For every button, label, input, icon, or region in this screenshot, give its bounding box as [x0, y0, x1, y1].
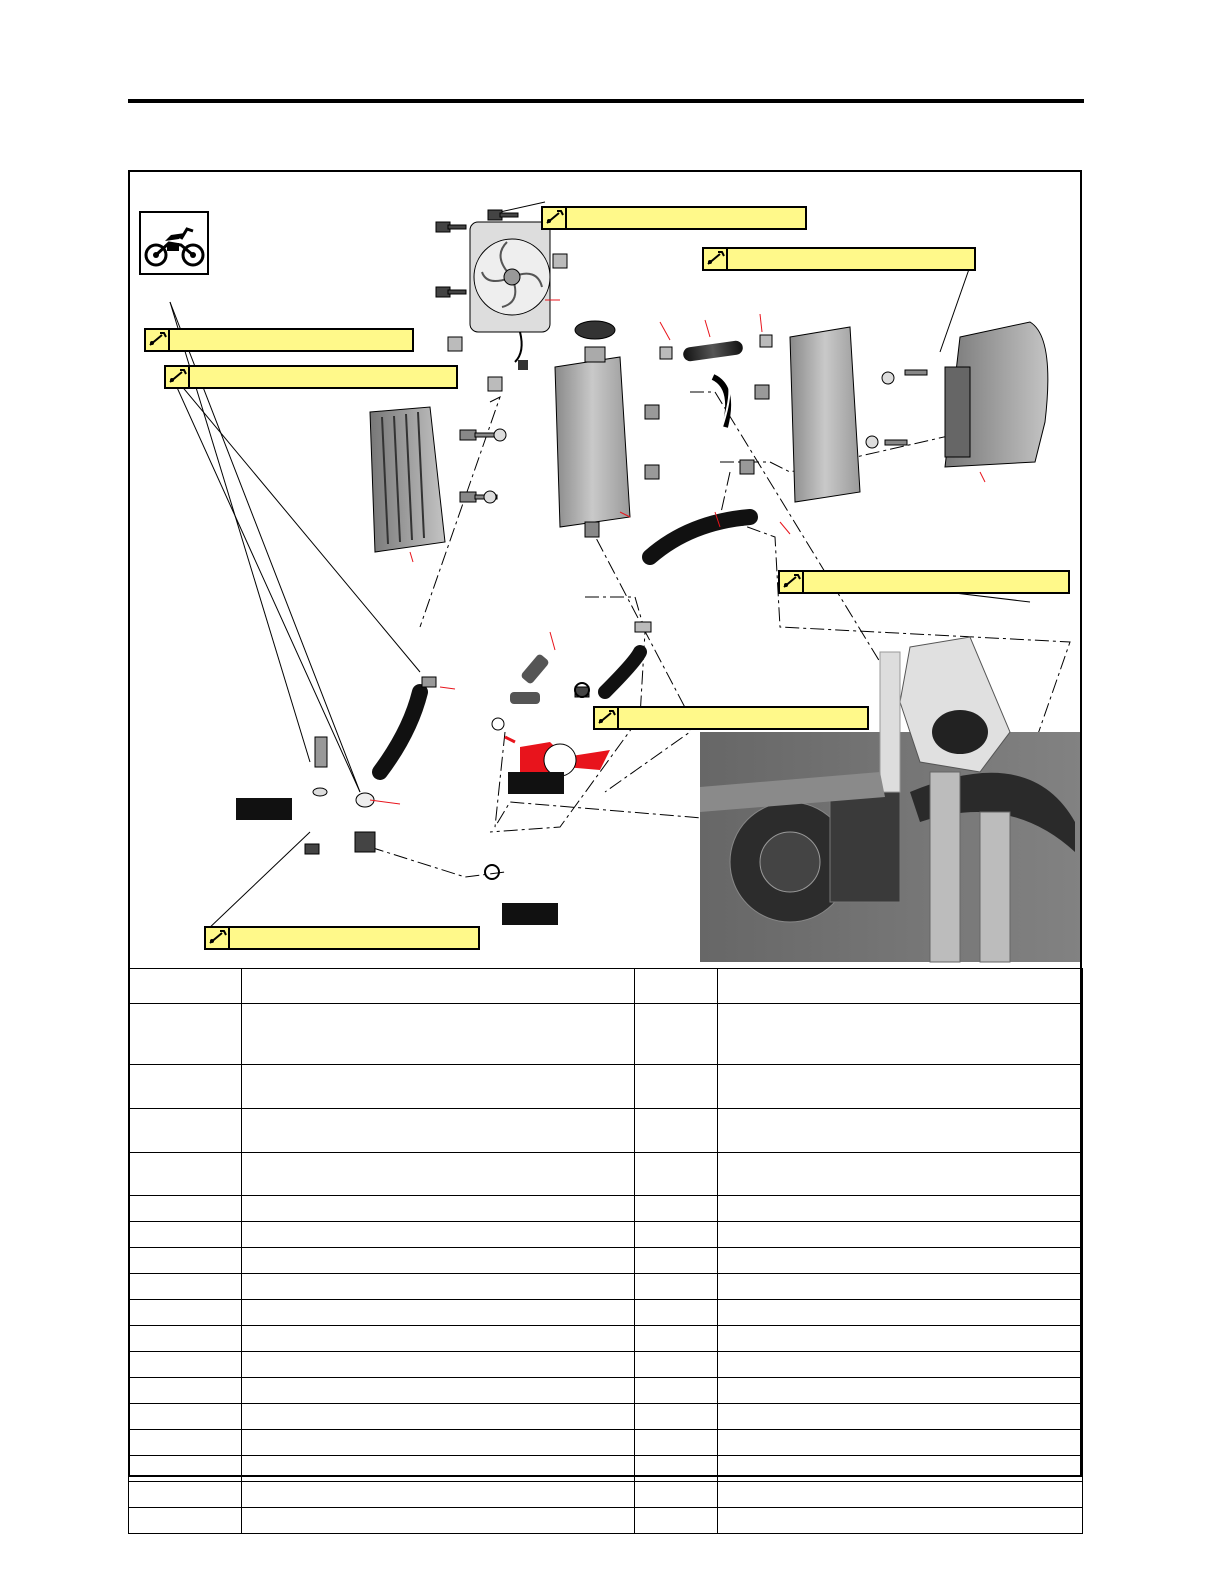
table-row	[129, 1248, 1083, 1274]
table-cell	[129, 1378, 242, 1404]
table-cell	[242, 1274, 635, 1300]
table-cell	[635, 1326, 718, 1352]
table-row	[129, 969, 1083, 1004]
table-cell	[635, 1352, 718, 1378]
new-part-tag-washer	[236, 798, 292, 820]
table-cell	[129, 1196, 242, 1222]
table-cell	[129, 1482, 242, 1508]
table-row	[129, 1430, 1083, 1456]
table-cell	[718, 1456, 1083, 1482]
torque-wrench-icon	[206, 928, 230, 948]
right-radiator	[790, 327, 860, 502]
table-cell	[242, 1352, 635, 1378]
table-cell	[718, 1430, 1083, 1456]
table-cell	[718, 1508, 1083, 1534]
table-cell	[242, 1378, 635, 1404]
new-part-tag-joint-oring	[508, 772, 564, 794]
motorcycle-icon	[141, 213, 207, 273]
torque-callout-hose-clamp	[778, 570, 1070, 594]
table-cell	[129, 969, 242, 1004]
table-cell	[242, 1222, 635, 1248]
table-cell	[242, 1004, 635, 1065]
table-row	[129, 1109, 1083, 1153]
table-row	[129, 1482, 1083, 1508]
table-row	[129, 1274, 1083, 1300]
table-cell	[635, 1222, 718, 1248]
table-cell	[718, 1326, 1083, 1352]
table-row	[129, 1508, 1083, 1534]
table-row	[129, 1222, 1083, 1248]
torque-callout-fan-bolt	[541, 206, 807, 230]
torque-callout-joint-bolt	[593, 706, 869, 730]
table-cell	[718, 1153, 1083, 1196]
table-row	[129, 1352, 1083, 1378]
table-cell	[242, 1508, 635, 1534]
torque-wrench-icon	[543, 208, 567, 228]
table-cell	[242, 1430, 635, 1456]
table-cell	[718, 1065, 1083, 1109]
table-cell	[635, 1109, 718, 1153]
header-rule	[128, 99, 1084, 103]
torque-callout-radiator-bracket-1	[144, 328, 414, 352]
table-cell	[129, 1109, 242, 1153]
new-part-tag-pipe-oring	[502, 903, 558, 925]
table-cell	[242, 1065, 635, 1109]
table-cell	[635, 1508, 718, 1534]
table-cell	[635, 1153, 718, 1196]
table-cell	[718, 1300, 1083, 1326]
torque-wrench-icon	[780, 572, 804, 592]
table-cell	[635, 1274, 718, 1300]
table-cell	[635, 1065, 718, 1109]
table-cell	[718, 1196, 1083, 1222]
table-cell	[129, 1248, 242, 1274]
table-row	[129, 1196, 1083, 1222]
table-cell	[635, 1248, 718, 1274]
torque-callout-drain-bolt	[204, 926, 480, 950]
table-cell	[635, 1456, 718, 1482]
motorcycle-badge	[139, 211, 209, 275]
table-cell	[129, 1222, 242, 1248]
table-cell	[129, 1508, 242, 1534]
torque-callout-radiator-bracket-2	[164, 365, 458, 389]
table-cell	[129, 1274, 242, 1300]
table-cell	[242, 1300, 635, 1326]
table-cell	[129, 1456, 242, 1482]
table-cell	[635, 1378, 718, 1404]
table-cell	[242, 1482, 635, 1508]
table-cell	[635, 1482, 718, 1508]
table-cell	[242, 969, 635, 1004]
table-cell	[129, 1326, 242, 1352]
table-cell	[242, 1153, 635, 1196]
table-row	[129, 1004, 1083, 1065]
table-cell	[718, 1004, 1083, 1065]
lower-fittings	[305, 622, 651, 879]
torque-wrench-icon	[146, 330, 170, 350]
table-cell	[242, 1456, 635, 1482]
table-cell	[129, 1153, 242, 1196]
table-cell	[635, 1004, 718, 1065]
table-cell	[129, 1300, 242, 1326]
table-cell	[242, 1326, 635, 1352]
torque-wrench-icon	[166, 367, 190, 387]
table-cell	[718, 1274, 1083, 1300]
table-cell	[718, 1248, 1083, 1274]
torque-wrench-icon	[704, 249, 728, 269]
table-row	[129, 1065, 1083, 1109]
table-row	[129, 1300, 1083, 1326]
table-cell	[242, 1109, 635, 1153]
table-cell	[718, 1482, 1083, 1508]
table-row	[129, 1456, 1083, 1482]
table-cell	[129, 1430, 242, 1456]
table-cell	[718, 1352, 1083, 1378]
table-cell	[635, 1196, 718, 1222]
left-radiator	[555, 321, 630, 537]
table-cell	[635, 1300, 718, 1326]
table-cell	[242, 1404, 635, 1430]
table-cell	[242, 1196, 635, 1222]
table-row	[129, 1404, 1083, 1430]
table-cell	[635, 1404, 718, 1430]
table-cell	[718, 969, 1083, 1004]
table-row	[129, 1153, 1083, 1196]
parts-table	[128, 968, 1083, 1534]
table-cell	[129, 1404, 242, 1430]
table-cell	[129, 1065, 242, 1109]
right-radiator-shroud	[945, 322, 1048, 467]
table-row	[129, 1326, 1083, 1352]
table-row	[129, 1378, 1083, 1404]
table-cell	[129, 1352, 242, 1378]
table-cell	[129, 1004, 242, 1065]
motorcycle-photo	[700, 637, 1080, 962]
table-cell	[242, 1248, 635, 1274]
table-cell	[718, 1222, 1083, 1248]
torque-wrench-icon	[595, 708, 619, 728]
radiator-fan	[470, 222, 550, 370]
table-cell	[635, 1430, 718, 1456]
table-cell	[718, 1109, 1083, 1153]
table-cell	[635, 969, 718, 1004]
torque-callout-radiator-cover-bolt	[702, 247, 976, 271]
table-cell	[718, 1404, 1083, 1430]
left-radiator-louver	[370, 407, 445, 552]
table-cell	[718, 1378, 1083, 1404]
